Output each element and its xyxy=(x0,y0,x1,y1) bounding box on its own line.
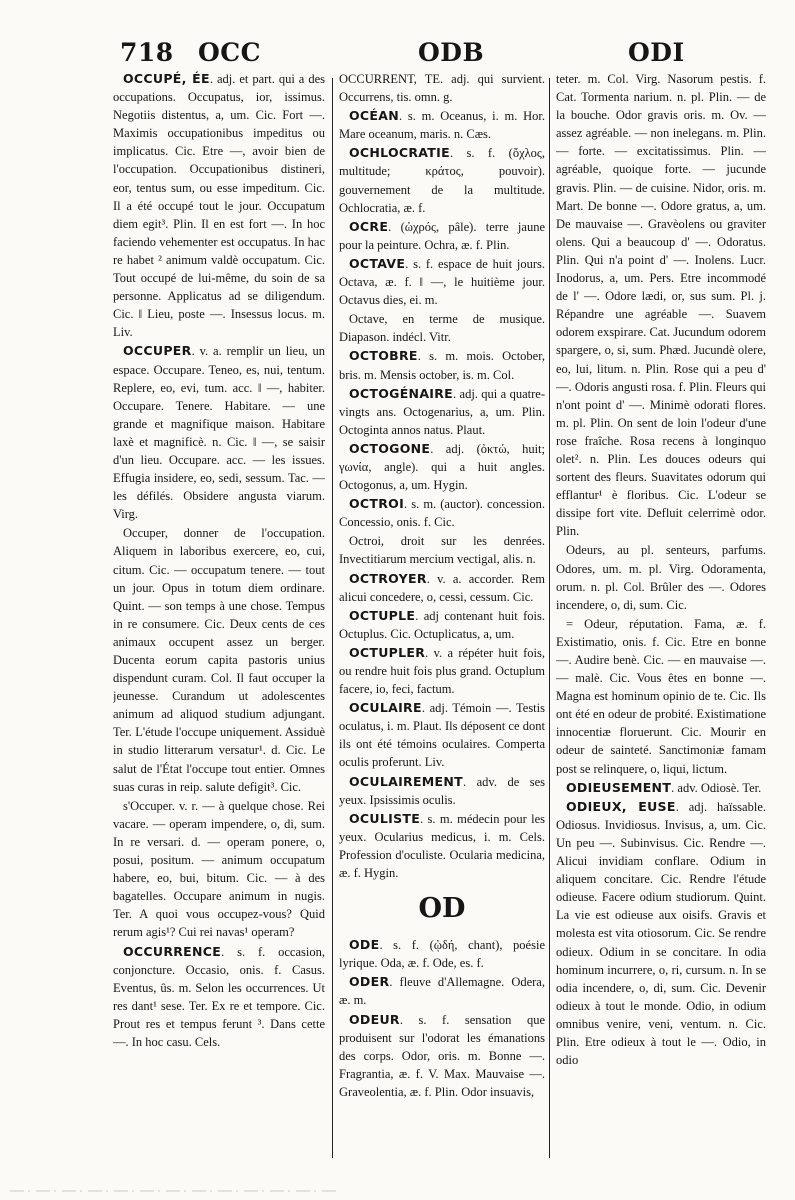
dictionary-entry: OCTROYER. v. a. accorder. Rem alicui concedere, o, cessi, cessum. Cic. xyxy=(339,570,545,604)
dictionary-entry: = Odeur, réputation. Fama, æ. f. Existimatio, onis. f. Cic. Etre en bonne —. Audire benè. Cic. — en mauvaise —. — malè. Cic. Vous êtes en bonne —. Magna est hominum opinio de te. Cic. Ils ont été en odeur de probité. Existimatione innocentiæ floruerunt. Cic. Mourir en odeur de sainteté. Sanctimoniæ famam post se relinquere, o, liqui, lictum. xyxy=(556,616,766,776)
dictionary-entry: OCTAVE. s. f. espace de huit jours. Octava, æ. f. ‖ —, le huitième jour. Octavus dies, ei. m. xyxy=(339,255,545,308)
dictionary-entry: OCULISTE. s. m. médecin pour les yeux. Ocularius medicus, i. m. Cels. Profession d'oculiste. Ocularia medicina, æ. f. Hygin. xyxy=(339,810,545,881)
center-guide-word: ODB xyxy=(418,38,485,67)
dictionary-entry: ODIEUSEMENT. adv. Odiosè. Ter. xyxy=(566,779,762,795)
dictionary-entry: OCHLOCRATIE. s. f. (ὄχλος, multitude; κράτος, pouvoir). gouvernement de la multitude. Ochlocratia, æ. f. xyxy=(339,145,545,215)
dictionary-entry: OCCUPÉ, ÉE. adj. et part. qui a des occupations. Occupatus, ior, issimus. Negotiis distentus, a, um. Cic. Fort —. Maximis occupationibus impeditus ou implicatus. Cic. Etre —, avoir bien de l'occupation. Occupationibus distineri, eor, tentus sum, ou esse impeditum. Cic. Il a été occupé tout le jour. Occupatum diem egit³. Plin. Il en est fort —. In hoc faciendo vehementer est occupatus. In hac re habet ² animum valdè occupatum. Cic. Tout occupé de lui-même, du soin de sa personne. Applicatus ad se diligendum. Cic. ‖ Lieu, poste —. Insessus locus. m. Liv. xyxy=(113,71,325,340)
column-right xyxy=(556,70,766,1160)
column-middle xyxy=(339,70,545,1160)
dictionary-entry: Odeurs, au pl. senteurs, parfums. Odores, um. m. pl. Virg. Odoramenta, orum. n. pl. Col. Brûler des —. Odores incendere, o, di, sum. Cic. xyxy=(556,543,766,612)
section-heading: OD xyxy=(418,893,466,925)
dictionary-entry: OCCUPER. v. a. remplir un lieu, un espace. Occupare. Teneo, es, nui, tentum. Replere, eo, evi, tum. acc. ‖ —, habiter. Occupare. Tenere. Habitare. — une grande et magnifique maison. Habitare laxè et magnificè. n. Cic. ‖ —, se saisir d'un lieu. Occupare. acc. — les issues. Effugia insidere, eo, sedi, sessum. Tac. — les défilés. Obsidere angusta viarum. Virg. xyxy=(113,343,325,522)
scan-mark xyxy=(10,1188,340,1194)
dictionary-entry: teter. m. Col. Virg. Nasorum pestis. f. Cat. Tormenta narium. n. pl. Plin. — de la bouche. Odor gravis oris. m. Ov. — assez agréable. — non inelegans. m. Plin. — forte. — excitatissimus. Plin. — agréable, quoique forte. — jucunde gravis. Plin. — de cuisine. Nidor, oris. m. Mart. De bonne —. Odore gratus, a, um. De mauvaise —. Gravèolens ou graviter olens. Qui a beaucoup d' —. Odoratus. Plin. Qui n'a point d' —. Inolens. Lucr. Inodorus, a, um. Pers. Etre incommodé de l' —. Odore lædi, or, sus sum. Pl. j. Répandre une agréable —. Suavem odorem exspirare. Cat. Jucundum odorem spargere, o, si, sum. Phæd. Jucundè olere, eo, lui, litum. n. Plin. Rose qui a peu d' —. Odoris angusti rosa. f. Plin. Fleurs qui n'ont point d' —. Minimè odorati flores. m. pl. Plin. On sent de loin l'odeur d'une rose fraîche. Rosa recens à longinquo olet². n. Plin. Les douces odeurs qui sortent des fleurs. Suavitates odorum qui efflantur¹ è floribus. Cic. L'odeur se dissipe fort vite. Defluit celerrimè odor. Plin. xyxy=(556,72,766,539)
dictionary-entry: Octroi, droit sur les denrées. Invectitiarum mercium vectigal, alis. n. xyxy=(339,534,545,567)
left-guide-word: OCC xyxy=(198,38,262,67)
dictionary-entry: OCRE. (ὠχρός, pâle). terre jaune pour la peinture. Ochra, æ. f. Plin. xyxy=(339,218,545,252)
dictionary-entry: OCÉAN. s. m. Oceanus, i. m. Hor. Mare oceanum, maris. n. Cæs. xyxy=(339,108,545,142)
dictionary-entry: OCTROI. s. m. (auctor). concession. Concessio, onis. f. Cic. xyxy=(339,496,545,530)
column-left xyxy=(113,70,325,1160)
dictionary-entry: OCULAIRE. adj. Témoin —. Testis oculatus, i. m. Plaut. Ils déposent ce dont ils ont été témoins oculaires. Comperta oculis proferunt. Liv. xyxy=(339,700,545,770)
page-number: 718 xyxy=(120,38,174,67)
dictionary-entry: Octave, en terme de musique. Diapason. indécl. Vitr. xyxy=(339,312,545,345)
dictionary-entry: OCTOGÉNAIRE. adj. qui a quatre-vingts ans. Octogenarius, a, um. Plin. Octoginta annos natus. Plaut. xyxy=(339,385,545,437)
running-header xyxy=(0,38,795,72)
dictionary-entry: OCTOBRE. s. m. mois. October, bris. m. Mensis october, is. m. Col. xyxy=(339,348,545,382)
right-guide-word: ODI xyxy=(628,38,685,67)
dictionary-entry: OCULAIREMENT. adv. de ses yeux. Ipsissimis oculis. xyxy=(339,773,545,807)
dictionary-entry: ODIEUX, EUSE. adj. haïssable. Odiosus. Invidiosus. Invisus, a, um. Cic. Un peu —. Subinvisus. Cic. Rendre —. Alicui invidiam conflare. Odium in aliquem concitare. Cic. Rendre l'étude odieuse. Facere odium studiorum. Quint. La vie est odieuse aux oisifs. Gravis et molesta est vita otiosorum. Cic. Se rendre odieux. Odium in se concitare. In odia hominum incurrere, o, ri, cursum. n. In se odia incendere, o, di, sum. Cic. Devenir odieux à tout le monde. Odio, in odium omnibus venire, veni, ventum. n. Cic. Plin. Etre odieux à tout le —. Odio, in odio xyxy=(556,798,766,1068)
dictionary-entry: s'Occuper. v. r. — à quelque chose. Rei vacare. — operam impendere, o, di, sum. In re versari. d. — operam ponere, o, posui, positum. — animum occupatum habere, eo, bui, bitum. Cic. — à des bagatelles. Occupare animum in nugis. Ter. A quoi vous occupez-vous? Quid rerum agis¹? Cui rei navas¹ operam? xyxy=(113,798,325,940)
dictionary-entry: OCCURRENT, TE. adj. qui survient. Occurrens, tis. omn. g. xyxy=(339,72,545,105)
dictionary-entry: OCTUPLER. v. a répéter huit fois, ou rendre huit fois plus grand. Octuplum facere, io, feci, factum. xyxy=(339,644,545,697)
dictionary-entry: OCTOGONE. adj. (ὀκτώ, huit; γωνία, angle). qui a huit angles. Octogonus, a, um. Hygin. xyxy=(339,440,545,493)
dictionary-entry: ODER. fleuve d'Allemagne. Odera, æ. m. xyxy=(339,974,545,1008)
column-divider xyxy=(332,78,333,1158)
dictionary-entry: OCCURRENCE. s. f. occasion, conjoncture. Occasio, onis. f. Casus. Eventus, ûs. m. Selon les occurrences. Ut res dant¹ sese. Ter. Ex re et tempore. Cic. Prout res et tempus ferunt ³. Dans cette —. In hoc casu. Cels. xyxy=(113,943,325,1049)
dictionary-entry: ODEUR. s. f. sensation que produisent sur l'odorat les émanations des corps. Odor, oris. m. Bonne —. Fragrantia, æ. f. V. Max. Mauvaise —. Graveolentia, æ. f. Plin. Odor insuavis, xyxy=(339,1011,545,1099)
column-divider xyxy=(549,78,550,1158)
dictionary-entry: OCTUPLE. adj contenant huit fois. Octuplus. Cic. Octuplicatus, a, um. xyxy=(339,607,545,641)
dictionary-entry: ODE. s. f. (ᾠδή, chant), poésie lyrique. Oda, æ. f. Ode, es. f. xyxy=(339,937,545,971)
dictionary-entry: Occuper, donner de l'occupation. Aliquem in laboribus exercere, eo, cui, citum. Cic. — occupatum tenere. — tout un jour. Opus in totum diem ordinare. Quint. — son temps à une chose. Tempus in re consumere. Cic. Deux cents de ces animaux occupent assez un berger. Ducenta eorum capita pastoris unius dispendunt curam. Col. Il faut occuper la jeunesse. Curandum ut adolescentes animum ad aliquod studium adjungant. Ter. L'étude l'occupe uniquement. Assiduè in studio litterarum versatur¹. d. Cic. Le salut de l'État l'occupe tout entier. Omnes suas curas in reip. salute defigit³. Cic. xyxy=(113,526,325,794)
